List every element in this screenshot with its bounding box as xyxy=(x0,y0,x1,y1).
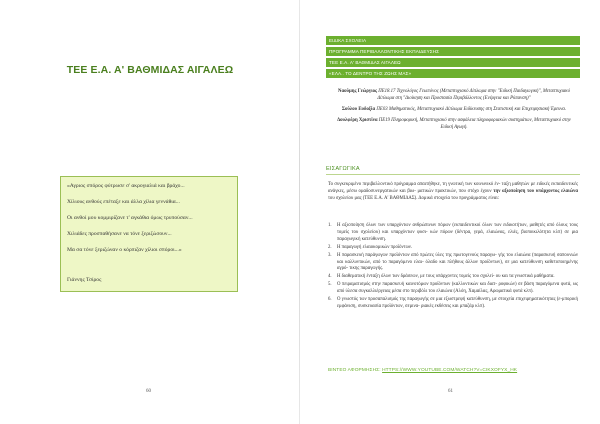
page-number-left: 60 xyxy=(146,389,151,394)
author-entry xyxy=(332,106,576,113)
poem-author: Γιάννης Τσίρος xyxy=(67,277,102,283)
intro-text: Το συγκεκριμένο περιβαλλοντικό πρόγραμμα απαιτήθηκε, τη γνωτική των κοινωνικό έν- ταξη μαθητών με ειδικές εκπαιδευτικές ανάγκες, μέσω ομαδοσυνεργατικών και βιω- ματικών πρακτικών, που στόχο έχουν xyxy=(328,182,578,194)
intro-text-end: του σχολείου μας (ΤΕΕ Ε.Α. Α' ΒΑΘΜΙΔΑΣ). Δομικά στοιχεία του προγράμματος είναι: xyxy=(328,195,500,201)
author-entry xyxy=(332,117,576,131)
header-bars xyxy=(326,36,580,80)
poem-line: Χιλιάδες προσπαθήσανε να τόνε ξεριζώσουν... xyxy=(67,231,172,237)
list-item-number: 2. xyxy=(328,244,332,250)
author-name: Ναούμης Γεώργιος xyxy=(338,89,378,94)
video-label: ΒΙΝΤΕΟ ΑΦΟΡΜΗΣΗΣ: xyxy=(328,368,381,373)
header-bar-project-title: «ΕΛΑ.. ΤΟ ΔΕΝΤΡΟ ΤΗΣ ΖΩΗΣ ΜΑΣ» xyxy=(326,69,580,78)
video-link[interactable]: HTTPS://WWW.YOUTUBE.COM/WATCH?V=CIKXOFYX_HK xyxy=(382,368,518,373)
section-title: ΕΙΣΑΓΩΓΙΚΑ xyxy=(326,166,580,175)
author-description: ΠΕ19 Πληροφορική, Μεταπτυχιακό στην ασφάλεια πληροφοριακών συστημάτων, Μεταπτυχιακό στην Ειδική Αγωγή. xyxy=(377,118,571,130)
author-description: ΠΕ03 Μαθηματικός, Μεταπτυχιακό Δίπλωμα Ειδίκευσης στη Στατιστική και Επιχειρησιακή Έρευνα. xyxy=(375,107,567,112)
author-entry xyxy=(332,88,576,102)
author-name: Σούλου Ευδοξία xyxy=(341,107,376,112)
author-description: ΠΕ18.17 Τεχνολόγος Γεωπόνος (Μεταπτυχιακό Δίπλωμα στην "Ειδική Παιδαγωγική", Μεταπτυχιακό Δίπλωμα στη "Διοίκηση και Προστασία Περιβάλλοντος (Ενέργεια και Ρύπανση)" xyxy=(377,89,570,101)
list-item xyxy=(328,253,578,274)
list-item-text: Η διαθεματική ένταξη όλων των δράσεων, με τους υπάρχοντες τομείς του σχολεί- ου και τα γνωστικά μαθήματα. xyxy=(337,274,555,280)
list-item-number: 3. xyxy=(328,252,332,258)
intro-paragraph xyxy=(328,182,578,203)
list-item-text: Ο γνωστός των προσαπαλισμός της παραγωγής σε μια εξωστρεφή κατεύθυνση, με στοιχεία επιχειρηματικότητας (ε-μπορική εμφάνιση, συσκευασία προϊόντων, σεμινα- ριακές εκθέσεις και μπαζάρ κλπ). xyxy=(337,297,578,309)
authors-block xyxy=(332,88,576,135)
left-page-title: ΤΕΕ Ε.Α. Α' ΒΑΘΜΙΔΑΣ ΑΙΓΑΛΕΩ xyxy=(66,64,234,76)
list-item xyxy=(328,297,578,311)
list-item-text: Η αξιοποίηση όλων των υπαρχόντων ανθρώπινων πόρων (εκπαιδευτικοί όλων των ειδικοτήτων, μαθητές από όλους τους τομείς του σχολείου) και υπαρχόντων φυσι- κών πόρων (δέντρα, γερά, ελαιώνας, ελιές, βιοποικιλότητα κλπ) σε μια παραγωγική κατεύθυνση. xyxy=(337,223,578,242)
list-item xyxy=(328,274,578,281)
author-name: Δουλφέρη Χριστίνα xyxy=(337,118,378,123)
list-item-number: 1. xyxy=(328,223,332,228)
goals-list xyxy=(328,223,578,312)
list-item-number: 6. xyxy=(328,297,332,303)
poem-line: «Αγριος σπόρος φύτρωσε σ' ακρογιαλιά και βράχο... xyxy=(67,183,185,189)
video-reference xyxy=(328,368,578,373)
list-item xyxy=(328,223,578,244)
poem-box xyxy=(60,176,238,292)
poem-line: Μα σα τόνε ξεριζώναν ο κόρπιζαν χίλιοι σπόροι...» xyxy=(67,247,182,253)
list-item-number: 4. xyxy=(328,274,332,280)
list-item-text: Η παρασκευή παράγωγων προϊόντων από πρώτες ύλες της πρωτογενούς παραγω- γής του ελαιώνα (παρασκευή σαπουνιών και καλλυντικών, από το παραγόμενο ελαι- όλαδο και πλήθους άλλων προϊόντων), σε μια κατεύθυνση καθετοποιημένης αγρό- τικης παραγωγής. xyxy=(337,252,578,272)
list-item-text: Η παραγωγή ελαιοκομικών προϊόντων. xyxy=(337,244,413,250)
header-bar-program: ΠΡΟΓΡΑΜΜΑ ΠΕΡΙΒΑΛΛΟΝΤΙΚΗΣ ΕΚΠΑΙΔΕΥΣΗΣ xyxy=(326,47,580,56)
intro-bold-text: την αξιοποίηση του υπάρχοντος ελαιώνα xyxy=(493,188,578,194)
header-bar-special-schools: ΕΙΔΙΚΑ ΣΧΟΛΕΙΑ xyxy=(326,36,580,45)
header-bar-school: ΤΕΕ Ε.Α. Α' ΒΑΘΜΙΔΑΣ ΑΙΓΑΛΕΩ xyxy=(326,58,580,67)
list-item xyxy=(328,245,578,252)
list-item-text: Ο πειραματισμός στην παρασκευή καινοτόμων προϊόντων (καλλυντικών και διατ- ροφικών) σε βάση παραγόμενα φυτά, ως από ύλεσα συγκαλλιέργειας μέσα στο περιβόλι του ελαιώνα (Αλόη, Χαμαίλας, Αρωματικά φυτά κλπ). xyxy=(337,282,578,295)
list-item xyxy=(328,282,578,296)
page-number-right: 61 xyxy=(448,389,453,394)
poem-line: Οι ανθοί μου κομμιρίζανε τ' αγκάθια όμως τρυπούσαν... xyxy=(67,215,193,221)
poem-line: Χίλιους ανθούς επέταξε και άλλα χίλια γεννάθια... xyxy=(67,199,180,205)
list-item-number: 5. xyxy=(328,282,332,288)
